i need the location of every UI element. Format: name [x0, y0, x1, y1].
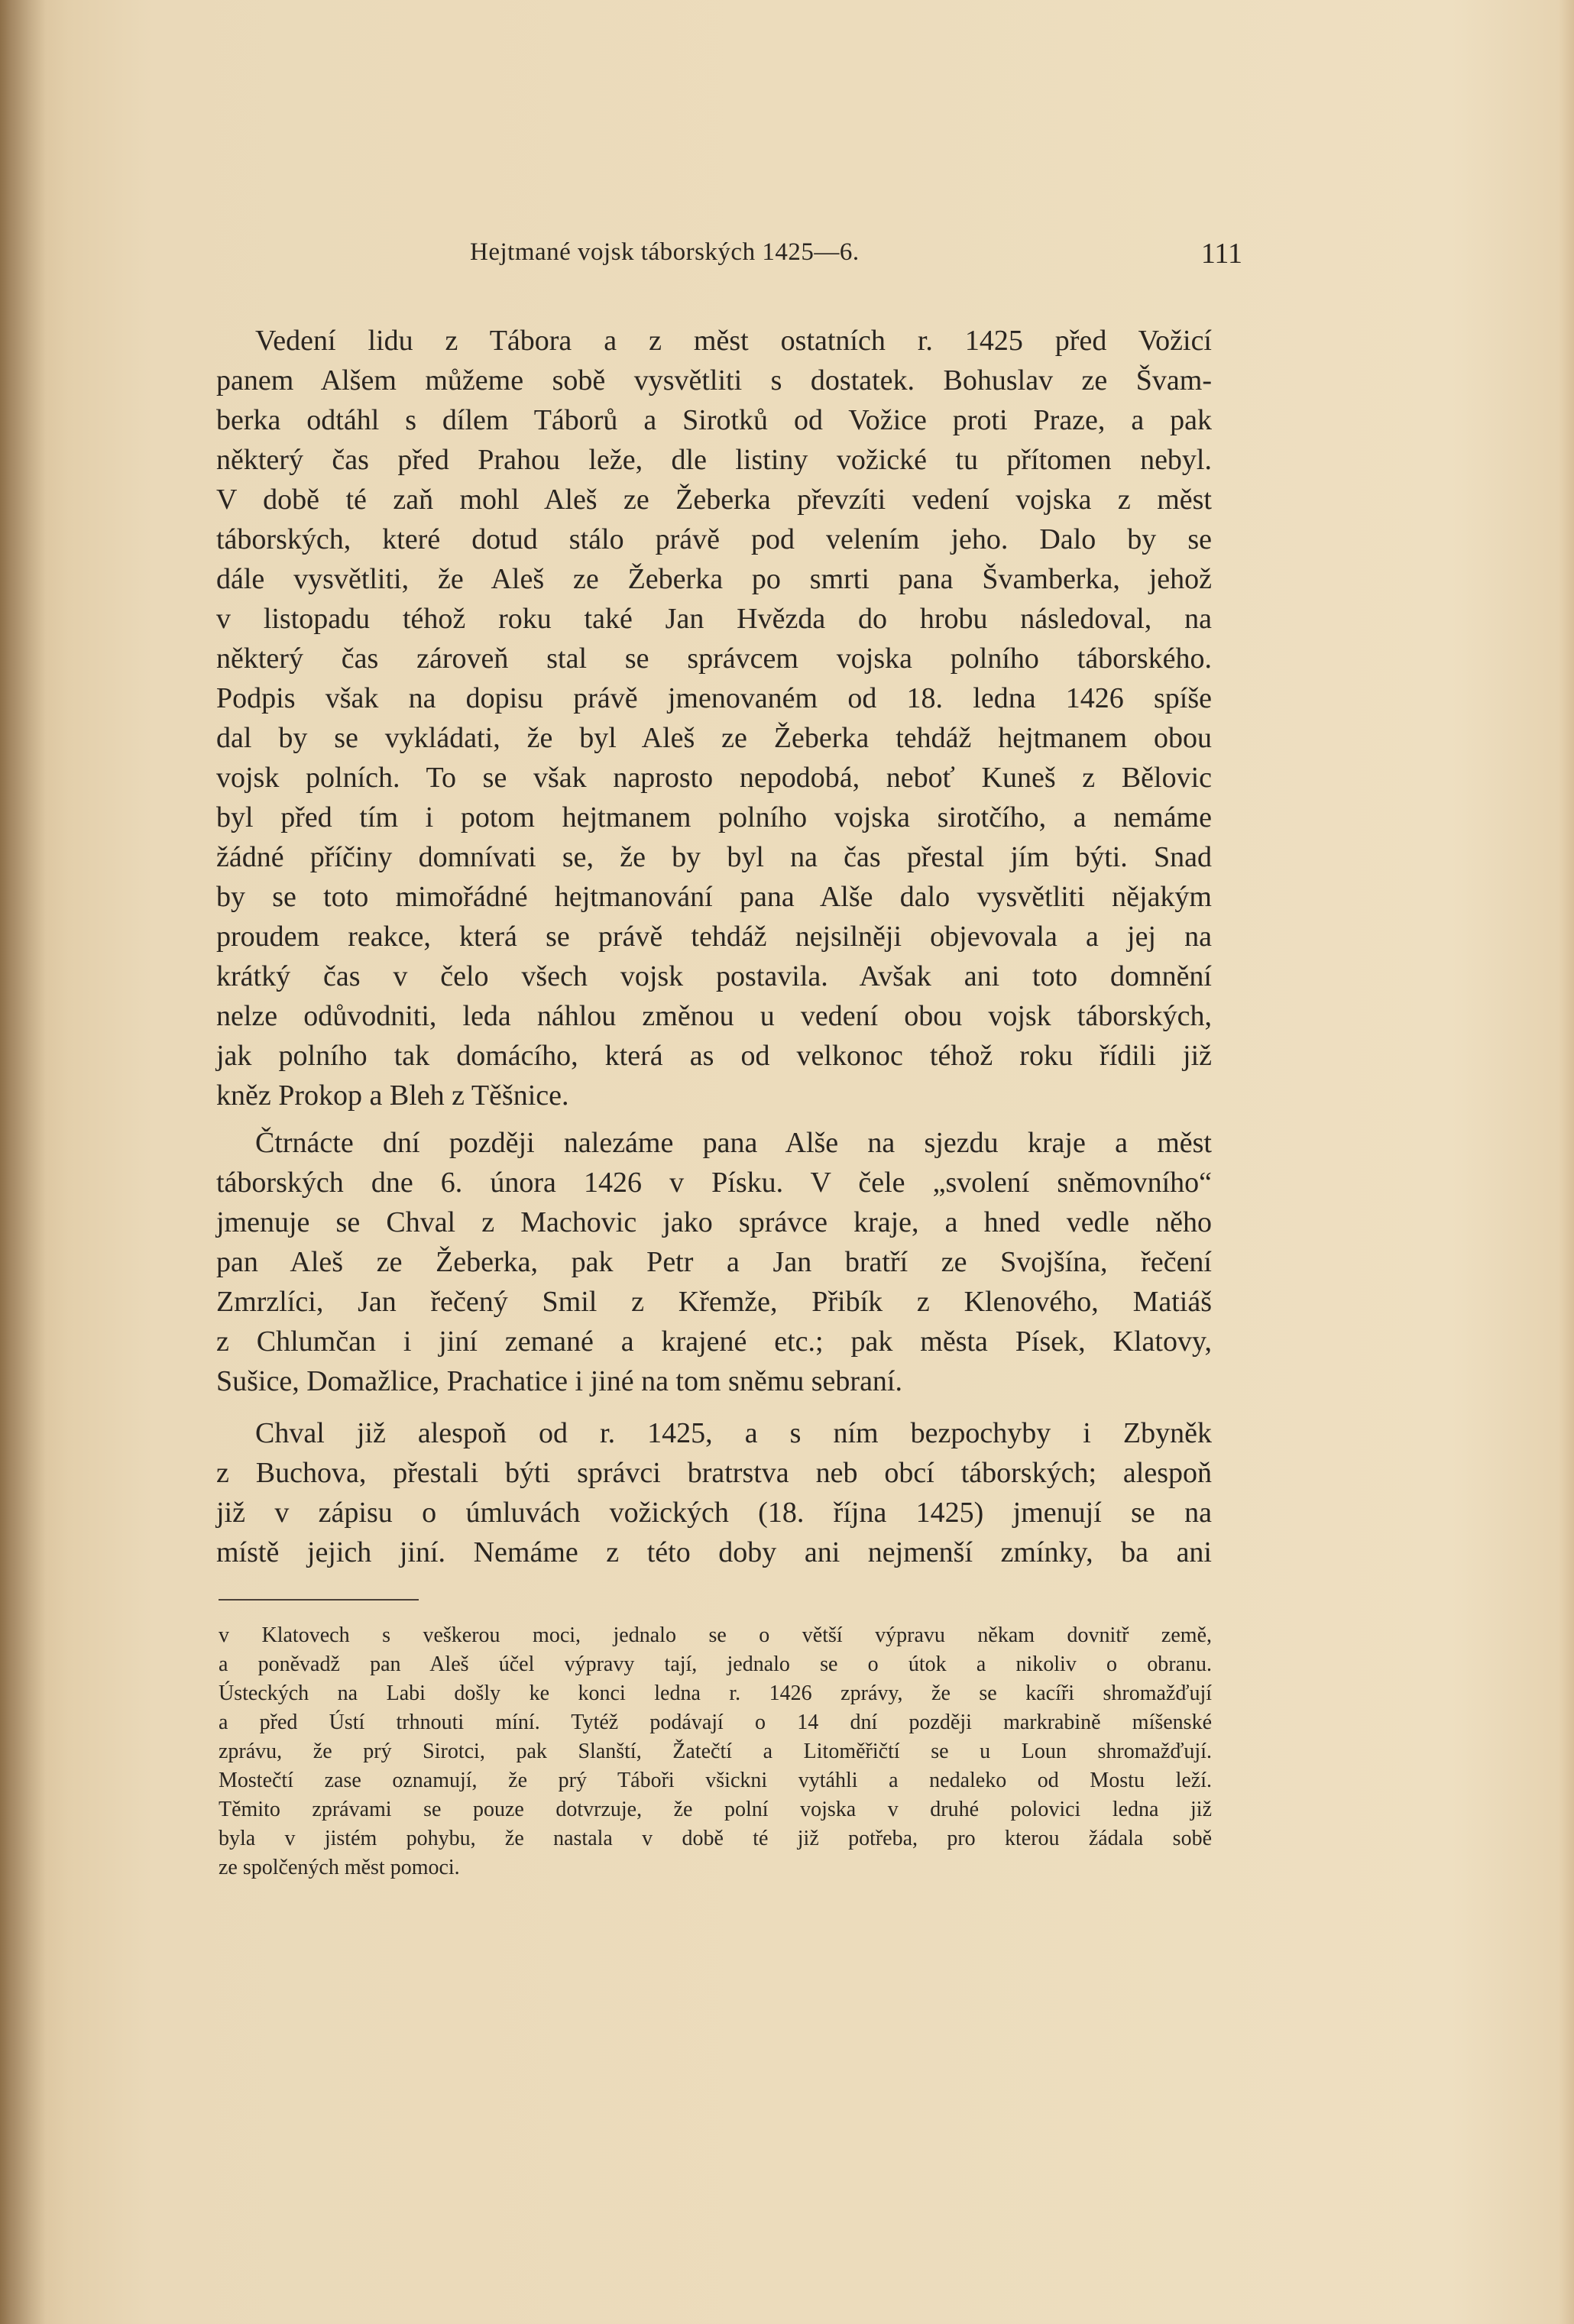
footnote-line: Mostečtí zase oznamují, že prý Táboři všickni vytáhli a nedaleko od Mostu leží. — [219, 1769, 1212, 1792]
body-line: jak polního tak domácího, která as od velkonoc téhož roku řídili již — [216, 1040, 1212, 1072]
body-line: by se toto mimořádné hejtmanování pana Alše dalo vysvětliti nějakým — [216, 881, 1212, 913]
body-line: Podpis však na dopisu právě jmenovaném od 18. ledna 1426 spíše — [216, 682, 1212, 714]
footnote-line: a poněvadž pan Aleš účel výpravy tají, jednalo se o útok a nikoliv o obranu. — [219, 1652, 1212, 1676]
body-line: krátký čas v čelo všech vojsk postavila. Avšak ani toto domnění — [216, 960, 1212, 992]
body-line: Sušice, Domažlice, Prachatice i jiné na tom sněmu sebraní. — [216, 1365, 902, 1397]
body-line: panem Alšem můžeme sobě vysvětliti s dostatek. Bohuslav ze Švam- — [216, 364, 1212, 397]
body-line: jmenuje se Chval z Machovic jako správce kraje, a hned vedle něho — [216, 1206, 1212, 1238]
body-line: kněz Prokop a Bleh z Těšnice. — [216, 1079, 569, 1112]
body-line: místě jejich jiní. Nemáme z této doby ani nejmenší zmínky, ba ani — [216, 1536, 1212, 1568]
body-line: proudem reakce, která se právě tehdáž nejsilněji objevovala a jej na — [216, 921, 1212, 953]
body-line: v listopadu téhož roku také Jan Hvězda do hrobu následoval, na — [216, 603, 1212, 635]
page-number: 111 — [1200, 238, 1242, 270]
body-line: z Buchova, přestali býti správci bratrstva neb obcí táborských; alespoň — [216, 1457, 1212, 1489]
footnote-line: byla v jistém pohybu, že nastala v době té již potřeba, pro kterou žádala sobě — [219, 1827, 1212, 1850]
body-line: Zmrzlíci, Jan řečený Smil z Křemže, Přibík z Klenového, Matiáš — [216, 1286, 1212, 1318]
footnote-line: zprávu, že prý Sirotci, pak Slanští, Žatečtí a Litoměřičtí se u Loun shromažďují. — [219, 1740, 1212, 1763]
footnote-line: ze spolčených měst pomoci. — [219, 1856, 460, 1879]
body-line: z Chlumčan i jiní zemané a krajené etc.; pak města Písek, Klatovy, — [216, 1325, 1212, 1358]
footnote-line: v Klatovech s veškerou moci, jednalo se o větší výpravu někam dovnitř země, — [219, 1623, 1212, 1647]
body-line: dále vysvětliti, že Aleš ze Žeberka po smrti pana Švamberka, jehož — [216, 563, 1212, 595]
body-line: berka odtáhl s dílem Táborů a Sirotků od Vožice proti Praze, a pak — [216, 404, 1212, 436]
body-line: byl před tím i potom hejtmanem polního vojska sirotčího, a nemáme — [216, 801, 1212, 833]
body-line: V době té zaň mohl Aleš ze Žeberka převzíti vedení vojska z měst — [216, 484, 1212, 516]
footnote-line: Ústeckých na Labi došly ke konci ledna r. 1426 zprávy, že se kacíři shromažďují — [219, 1682, 1212, 1705]
body-line: Čtrnácte dní později nalezáme pana Alše na sjezdu kraje a měst — [255, 1127, 1212, 1159]
footnote-line: a před Ústí trhnouti míní. Tytéž podávají o 14 dní později markrabině míšenské — [219, 1711, 1212, 1734]
body-line: Chval již alespoň od r. 1425, a s ním bezpochyby i Zbyněk — [255, 1417, 1212, 1449]
footnote-line: Těmito zprávami se pouze dotvrzuje, že polní vojska v druhé polovici ledna již — [219, 1798, 1212, 1821]
body-line: nelze odůvodniti, leda náhlou změnou u vedení obou vojsk táborských, — [216, 1000, 1212, 1032]
body-line: táborských dne 6. února 1426 v Písku. V čele „svolení sněmovního“ — [216, 1167, 1212, 1199]
body-line: pan Aleš ze Žeberka, pak Petr a Jan bratří ze Svojšína, řečení — [216, 1246, 1212, 1278]
body-line: žádné příčiny domnívati se, že by byl na čas přestal jím býti. Snad — [216, 841, 1212, 873]
body-line: některý čas před Prahou leže, dle listiny vožické tu přítomen nebyl. — [216, 444, 1212, 476]
running-header-title: Hejtmané vojsk táborských 1425—6. — [470, 238, 860, 266]
body-line: již v zápisu o úmluvách vožických (18. října 1425) jmenují se na — [216, 1497, 1212, 1529]
body-line: Vedení lidu z Tábora a z měst ostatních r. 1425 před Vožicí — [255, 325, 1212, 357]
body-line: dal by se vykládati, že byl Aleš ze Žeberka tehdáž hejtmanem obou — [216, 722, 1212, 754]
body-line: některý čas zároveň stal se správcem vojska polního táborského. — [216, 642, 1212, 675]
footnote-separator — [219, 1599, 419, 1601]
body-line: vojsk polních. To se však naprosto nepodobá, neboť Kuneš z Bělovic — [216, 762, 1212, 794]
body-line: táborských, které dotud stálo právě pod velením jeho. Dalo by se — [216, 523, 1212, 555]
